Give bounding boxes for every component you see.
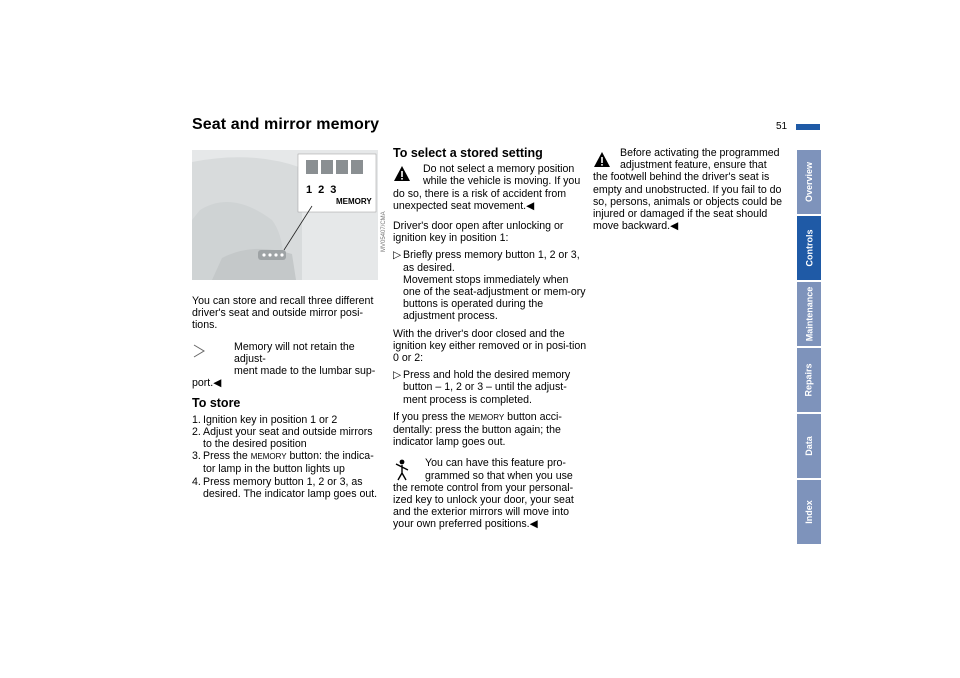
list-item: ▷ Press and hold the desired memory button – 1, 2 or 3 – until the adjust-ment process is completed. xyxy=(393,369,571,406)
list-item: 4. Press memory button 1, 2 or 3, as desired. The indicator lamp goes out. xyxy=(192,475,378,500)
page-number: 51 xyxy=(776,121,788,132)
page-title: Seat and mirror memory xyxy=(192,116,380,133)
warning-rest: do so, there is a risk of accident from unexpected seat movement.◀ xyxy=(393,187,567,212)
paragraph: With the driver's door closed and the ignition key either removed or in posi-tion 0 or 2: xyxy=(393,327,587,365)
button-numbers: 123 xyxy=(306,184,343,196)
intro-text: You can store and recall three different driver's seat and outside mirror posi-tions. xyxy=(192,295,374,332)
paragraph: Driver's door open after unlocking or ignition key in position 1: xyxy=(393,220,564,245)
warning-icon xyxy=(393,165,411,182)
note-block xyxy=(192,341,382,390)
list-item: 3. Press the MEMORY button: the indica-tor lamp in the button lights up xyxy=(192,450,374,476)
bullet-arrow-icon: ▷ xyxy=(393,369,402,382)
note-line-1: Memory will not retain the adjust- xyxy=(234,340,355,365)
page-marker-bar xyxy=(796,124,820,130)
note-line-2: ment made to the lumbar sup- xyxy=(234,365,376,378)
section-heading-store: To store xyxy=(192,396,241,411)
tip-rest: the remote control from your personal-ized key to unlock your door, your seat and the exterior mirrors will move into your own preferred positions.◀ xyxy=(393,481,574,531)
tab-overview[interactable]: Overview xyxy=(797,150,821,214)
warning-block xyxy=(393,163,587,212)
warning-line-1: Do not select a memory position xyxy=(423,163,575,176)
warning-line-2: while the vehicle is moving. If you xyxy=(423,175,581,188)
column-2 xyxy=(393,147,587,531)
warning-block xyxy=(593,147,787,232)
tip-line-2: grammed so that when you use xyxy=(425,469,573,482)
note-line-3: port.◀ xyxy=(192,377,222,390)
warning-icon xyxy=(593,151,611,168)
image-code: MV05407/CMA xyxy=(381,211,387,252)
seat-memory-photo xyxy=(192,150,378,280)
tab-maintenance[interactable]: Maintenance xyxy=(797,282,821,346)
warning-line-1: Before activating the programmed xyxy=(620,147,780,159)
seat-illustration xyxy=(192,150,378,280)
person-tool-icon xyxy=(393,459,411,481)
paragraph: If you press the MEMORY button acci-dentally: press the button again; the indicator lamp goes out. xyxy=(393,410,562,449)
tip-line-1: You can have this feature pro- xyxy=(425,457,566,470)
tab-controls[interactable]: Controls xyxy=(797,216,821,280)
warning-rest: the footwell behind the driver's seat is empty and unobstructed. If you fail to do so, persons, animals or objects could be injured or damaged if the seat should move backward.◀ xyxy=(593,171,783,233)
warning-line-2: adjustment feature, ensure that xyxy=(620,159,767,172)
section-heading-select: To select a stored setting xyxy=(393,146,543,160)
column-1 xyxy=(192,295,382,500)
tab-repairs[interactable]: Repairs xyxy=(797,348,821,412)
memory-label: MEMORY xyxy=(336,197,372,206)
tab-data[interactable]: Data xyxy=(797,414,821,478)
tab-index[interactable]: Index xyxy=(797,480,821,544)
tip-block xyxy=(393,457,587,530)
list-item: 2. Adjust your seat and outside mirrors to the desired position xyxy=(192,425,373,451)
list-item: 1. Ignition key in position 1 or 2 xyxy=(192,413,338,426)
list-item: ▷ Briefly press memory button 1, 2 or 3, as desired. Movement stops immediately when one of the seat-adjustment or mem-ory buttons is operated during the adjustment process. xyxy=(393,249,586,323)
column-3 xyxy=(593,147,787,232)
note-icon xyxy=(192,343,208,359)
bullet-arrow-icon: ▷ xyxy=(393,249,402,262)
